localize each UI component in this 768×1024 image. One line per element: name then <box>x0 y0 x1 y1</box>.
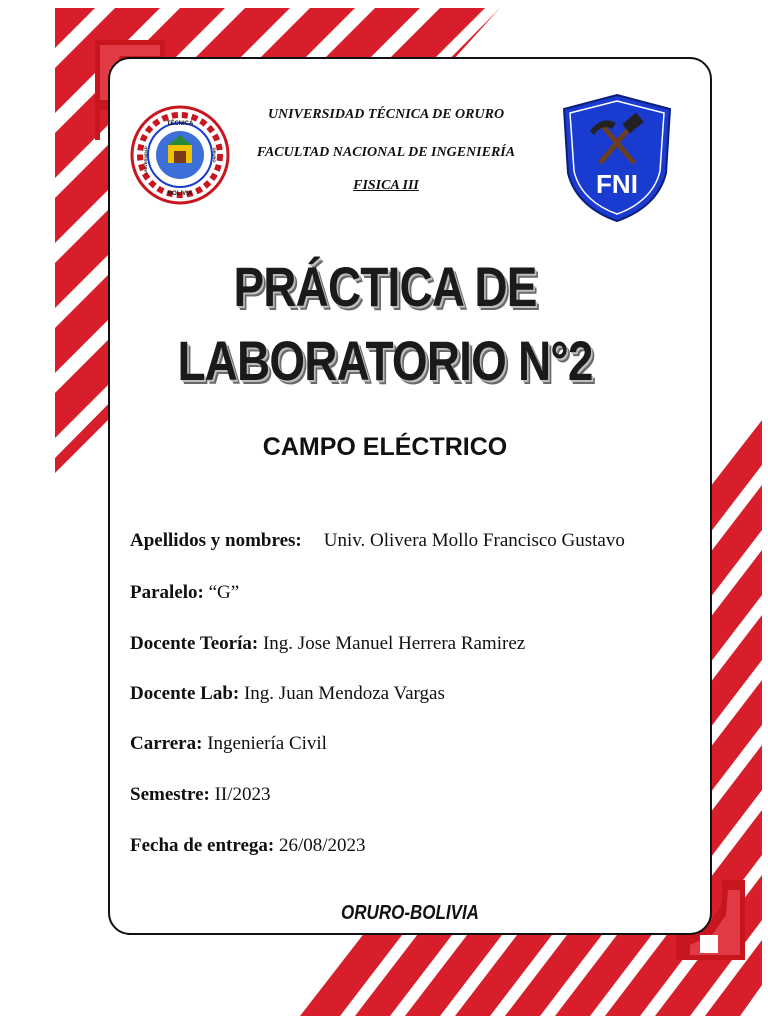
shield-label: FNI <box>596 169 638 199</box>
field-lab-teacher-label: Docente Lab: <box>130 683 240 704</box>
field-names-label: Apellidos y nombres: <box>130 530 302 551</box>
field-career-value: Ingeniería Civil <box>202 733 327 754</box>
fni-shield-icon <box>562 93 672 223</box>
field-parallel-label: Paralelo: <box>130 582 204 603</box>
seal-bottom-text: BOLIVIA <box>167 191 193 197</box>
field-theory-teacher <box>130 633 525 655</box>
field-names-value: Univ. Olivera Mollo Francisco Gustavo <box>323 530 625 551</box>
field-delivery-date-value: 26/08/2023 <box>274 835 366 856</box>
title-line-2: LABORATORIO N°2 <box>177 329 593 392</box>
field-semester <box>130 784 271 806</box>
field-lab-teacher <box>130 683 445 705</box>
field-career-label: Carrera: <box>130 733 203 754</box>
university-name: UNIVERSIDAD TÉCNICA DE ORURO <box>267 107 505 122</box>
field-lab-teacher-value: Ing. Juan Mendoza Vargas <box>239 683 445 704</box>
university-seal-icon <box>130 105 230 205</box>
practice-subtitle: CAMPO ELÉCTRICO <box>262 433 508 461</box>
field-career <box>130 733 327 755</box>
page-title <box>176 250 594 398</box>
field-parallel-value: “G” <box>203 582 240 603</box>
footer-location: ORURO-BOLIVIA <box>341 902 479 924</box>
field-theory-teacher-value: Ing. Jose Manuel Herrera Ramirez <box>258 633 526 654</box>
field-names <box>130 530 625 552</box>
seal-right-text: ORURO <box>212 147 217 163</box>
field-parallel <box>130 582 239 604</box>
seal-top-text: TÉCNICA <box>166 121 194 127</box>
field-semester-label: Semestre: <box>130 784 210 805</box>
title-line-1: PRÁCTICA DE <box>233 255 537 318</box>
seal-left-text: UNIVERSIDAD <box>143 146 148 174</box>
field-theory-teacher-label: Docente Teoría: <box>130 633 259 654</box>
field-semester-value: II/2023 <box>209 784 271 805</box>
course-name: FISICA III <box>353 178 419 193</box>
field-delivery-date <box>130 835 366 857</box>
field-delivery-date-label: Fecha de entrega: <box>130 835 275 856</box>
faculty-name: FACULTAD NACIONAL DE INGENIERÍA <box>256 145 516 160</box>
